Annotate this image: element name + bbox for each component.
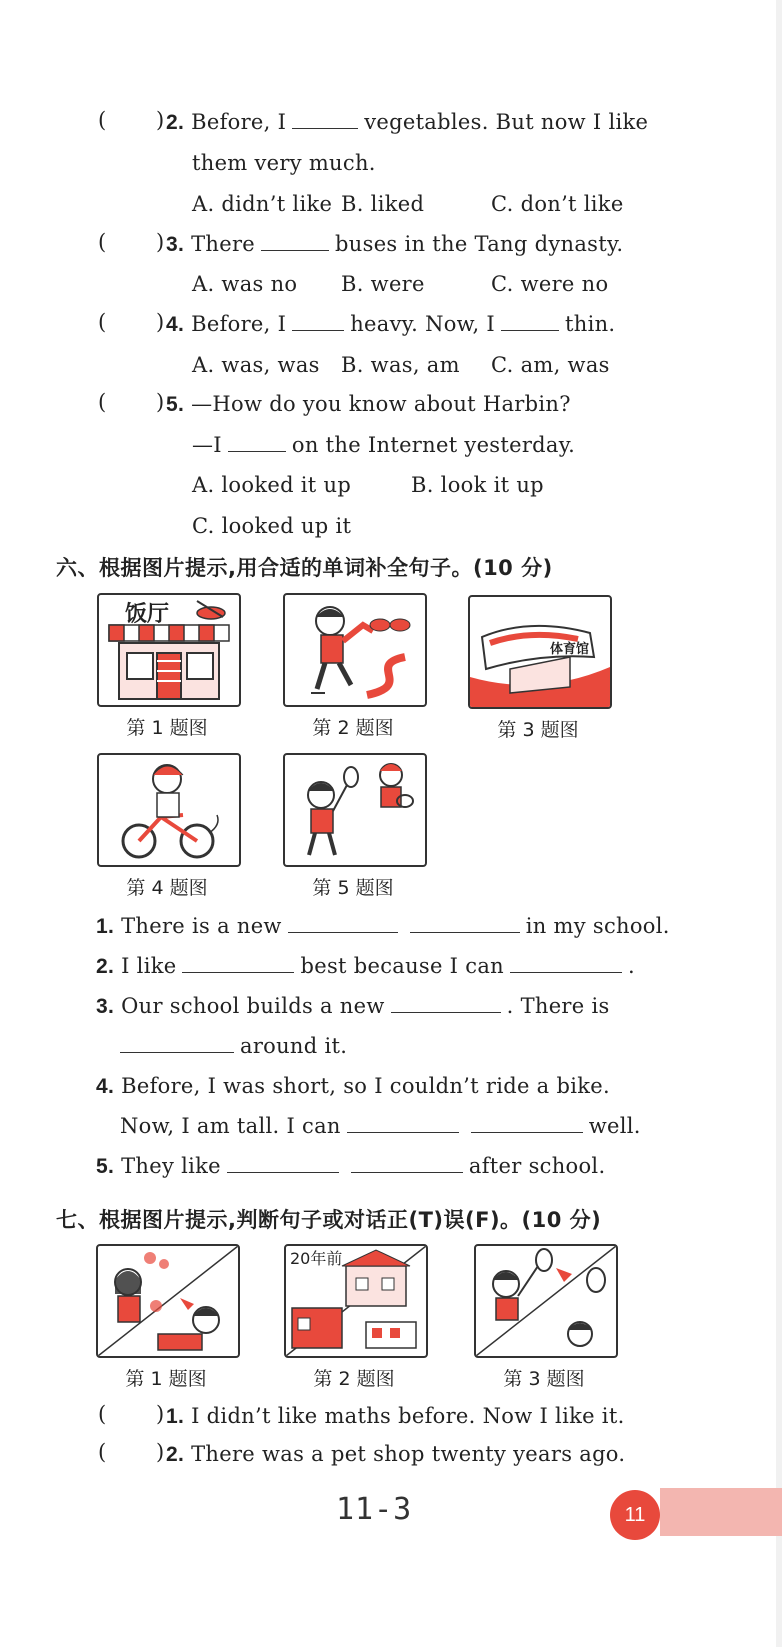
- option-c: C. were no: [491, 272, 609, 296]
- answer-blank[interactable]: [347, 1112, 459, 1133]
- option-c: C. am, was: [491, 353, 610, 377]
- page-tab: [660, 1488, 782, 1536]
- question-text: I didn’t like maths before. Now I like it.: [191, 1404, 625, 1428]
- sentence-text: They like: [121, 1154, 221, 1178]
- gym-sign: 体育馆: [550, 642, 590, 657]
- answer-paren-open[interactable]: (: [98, 310, 107, 334]
- answer-blank[interactable]: [228, 431, 286, 452]
- question-number: 1.: [166, 1405, 185, 1428]
- answer-blank[interactable]: [410, 912, 520, 933]
- answer-paren-close: ): [156, 1440, 165, 1464]
- question-text: them very much.: [192, 151, 376, 175]
- question-text: Before, I: [191, 312, 287, 336]
- answer-paren-open[interactable]: (: [98, 1440, 107, 1464]
- answer-blank[interactable]: [510, 952, 622, 973]
- sentence-number: 1.: [96, 915, 115, 938]
- picture-skating: [283, 593, 427, 707]
- answer-paren-close: ): [156, 108, 165, 132]
- question-text: heavy. Now, I: [350, 312, 496, 336]
- answer-blank[interactable]: [501, 310, 559, 331]
- picture-badminton-2: [474, 1244, 618, 1358]
- sentence-text: best because I can: [300, 954, 504, 978]
- picture-street: [284, 1244, 428, 1358]
- sentence-number: 4.: [96, 1075, 115, 1098]
- option-b: B. were: [341, 272, 425, 296]
- option-a: A. didn’t like: [192, 192, 333, 216]
- answer-paren-close: ): [156, 390, 165, 414]
- caption: 第 2 题图: [312, 717, 394, 739]
- restaurant-sign: 饭厅: [125, 602, 170, 627]
- answer-blank[interactable]: [471, 1112, 583, 1133]
- answer-blank[interactable]: [120, 1032, 234, 1053]
- sentence-4-cont: [120, 1110, 641, 1142]
- page-edge: [776, 0, 782, 1647]
- question-number: 5.: [166, 393, 185, 416]
- sentence-5: [96, 1150, 605, 1183]
- question-text: There was a pet shop twenty years ago.: [191, 1442, 626, 1466]
- answer-blank[interactable]: [182, 952, 294, 973]
- picture-badminton: [283, 753, 427, 867]
- answer-blank[interactable]: [292, 310, 344, 331]
- sentence-number: 2.: [96, 955, 115, 978]
- option-c: C. looked up it: [192, 514, 352, 538]
- sentence-text: after school.: [468, 1154, 606, 1178]
- page-number: 11: [610, 1490, 660, 1540]
- option-b: B. was, am: [341, 353, 460, 377]
- answer-paren-open[interactable]: (: [98, 230, 107, 254]
- question-text: —I: [192, 433, 222, 457]
- question-text: thin.: [565, 312, 616, 336]
- sentence-text: Now, I am tall. I can: [120, 1114, 341, 1138]
- question-number: 4.: [166, 313, 185, 336]
- caption: 第 5 题图: [312, 877, 394, 899]
- answer-paren-open[interactable]: (: [98, 390, 107, 414]
- sentence-text: There is a new: [121, 914, 282, 938]
- tf-question-1: [166, 1400, 625, 1433]
- question-number: 2.: [166, 111, 185, 134]
- sentence-text: . There is: [506, 994, 610, 1018]
- sentence-number: 3.: [96, 995, 115, 1018]
- sentence-3: [96, 990, 610, 1023]
- question-number: 3.: [166, 233, 185, 256]
- sentence-text: Our school builds a new: [121, 994, 385, 1018]
- caption: 第 2 题图: [313, 1368, 395, 1390]
- twenty-years-sign: 20年前: [290, 1249, 343, 1268]
- answer-blank[interactable]: [351, 1152, 463, 1173]
- sentence-4: [96, 1070, 610, 1103]
- option-a: A. looked it up: [192, 473, 352, 497]
- question-text: on the Internet yesterday.: [291, 433, 576, 457]
- question-text: Before, I: [191, 110, 287, 134]
- answer-blank[interactable]: [261, 230, 329, 251]
- option-a: A. was, was: [192, 353, 320, 377]
- tf-question-2: [166, 1438, 625, 1471]
- option-c: C. don’t like: [491, 192, 624, 216]
- answer-paren-open[interactable]: (: [98, 108, 107, 132]
- picture-biking: [97, 753, 241, 867]
- answer-blank[interactable]: [292, 108, 358, 129]
- answer-paren-close: ): [156, 310, 165, 334]
- answer-paren-open[interactable]: (: [98, 1402, 107, 1426]
- caption: 第 4 题图: [126, 877, 208, 899]
- sentence-text: well.: [588, 1114, 641, 1138]
- option-b: B. liked: [341, 192, 425, 216]
- sentence-text: around it.: [240, 1034, 348, 1058]
- picture-maths: [96, 1244, 240, 1358]
- answer-blank[interactable]: [288, 912, 398, 933]
- caption: 第 1 题图: [125, 1368, 207, 1390]
- picture-gym: [468, 595, 612, 709]
- question-number: 2.: [166, 1443, 185, 1466]
- question-text: buses in the Tang dynasty.: [335, 232, 624, 256]
- sentence-3-cont: [114, 1030, 347, 1062]
- sentence-2: [96, 950, 635, 983]
- answer-paren-close: ): [156, 230, 165, 254]
- caption: 第 1 题图: [126, 717, 208, 739]
- answer-paren-close: ): [156, 1402, 165, 1426]
- picture-restaurant: [97, 593, 241, 707]
- sentence-text: I like: [121, 954, 177, 978]
- answer-blank[interactable]: [227, 1152, 339, 1173]
- handwritten-note: 11-3: [336, 1492, 413, 1527]
- answer-blank[interactable]: [391, 992, 501, 1013]
- option-b: B. look it up: [411, 473, 544, 497]
- sentence-text: .: [627, 954, 635, 978]
- caption: 第 3 题图: [503, 1368, 585, 1390]
- question-text: vegetables. But now I like: [364, 110, 649, 134]
- caption: 第 3 题图: [497, 719, 579, 741]
- option-a: A. was no: [192, 272, 298, 296]
- question-text: There: [191, 232, 256, 256]
- sentence-1: [96, 910, 670, 943]
- section-heading: 七、根据图片提示,判断句子或对话正(T)误(F)。(10 分): [56, 1208, 602, 1232]
- sentence-text: in my school.: [525, 914, 670, 938]
- sentence-number: 5.: [96, 1155, 115, 1178]
- sentence-text: Before, I was short, so I couldn’t ride a bike.: [121, 1074, 610, 1098]
- section-heading: 六、根据图片提示,用合适的单词补全句子。(10 分): [56, 556, 553, 580]
- question-text: —How do you know about Harbin?: [191, 392, 571, 416]
